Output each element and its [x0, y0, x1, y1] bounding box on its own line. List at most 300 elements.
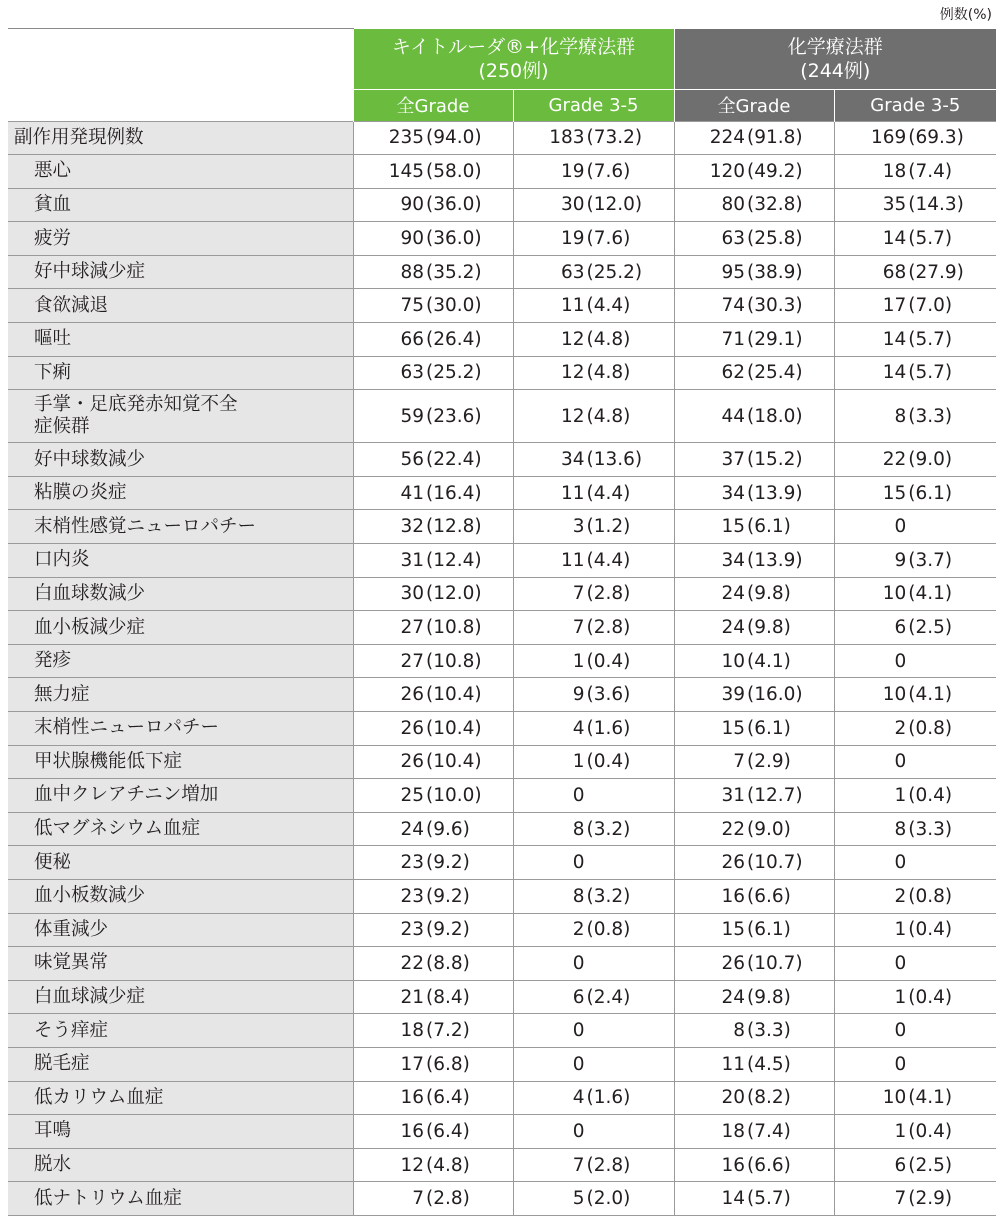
value-cell — [513, 1182, 674, 1216]
percent: (8.8) — [426, 952, 470, 974]
percent: (4.5) — [747, 1053, 791, 1075]
value-cell — [353, 1081, 513, 1115]
value-cell — [834, 289, 996, 323]
value-cell — [834, 1148, 996, 1182]
unit-note: 例数(%) — [939, 7, 992, 23]
row-label — [8, 879, 353, 913]
count: 16 — [400, 1120, 424, 1142]
count: 0 — [894, 852, 907, 874]
row-label-text: 脱毛症 — [34, 1053, 90, 1075]
row-label — [8, 356, 353, 390]
count: 12 — [560, 328, 585, 350]
count: 19 — [560, 160, 585, 182]
count: 14 — [882, 228, 907, 250]
value-cell — [353, 745, 513, 779]
row-label — [8, 846, 353, 880]
table-row — [8, 1047, 996, 1081]
count: 24 — [400, 818, 424, 840]
percent: (29.1) — [747, 328, 803, 350]
count: 7 — [733, 751, 746, 773]
percent: (0.4) — [908, 1120, 953, 1142]
count: 31 — [721, 784, 746, 806]
value-cell — [674, 1182, 834, 1216]
percent: (1.6) — [586, 717, 631, 739]
table-row — [8, 510, 996, 544]
value-cell — [513, 611, 674, 645]
percent: (32.8) — [747, 194, 803, 216]
row-label-text: 甲状腺機能低下症 — [34, 750, 183, 772]
percent: (25.2) — [586, 261, 643, 283]
count: 0 — [572, 1120, 585, 1142]
value-cell — [834, 913, 996, 947]
value-cell — [513, 712, 674, 746]
row-label-text: 末梢性感覚ニューロパチー — [34, 515, 257, 537]
row-label-text: 低マグネシウム血症 — [34, 818, 201, 840]
table-row — [8, 443, 996, 477]
percent: (10.7) — [747, 852, 803, 874]
count: 169 — [870, 127, 907, 149]
value-cell — [834, 476, 996, 510]
percent: (7.0) — [908, 295, 953, 317]
count: 62 — [721, 362, 746, 384]
value-cell — [353, 846, 513, 880]
count: 39 — [721, 684, 746, 706]
table-row — [8, 947, 996, 981]
count: 12 — [560, 405, 585, 427]
count: 37 — [721, 449, 746, 471]
count: 1 — [894, 784, 907, 806]
percent: (4.8) — [586, 362, 631, 384]
percent: (10.0) — [426, 784, 482, 806]
percent: (10.8) — [426, 617, 482, 639]
row-label — [8, 1081, 353, 1115]
row-label-text: 無力症 — [34, 683, 90, 705]
row-label — [8, 577, 353, 611]
group-n: (244例) — [800, 59, 871, 82]
header-blank-cell — [8, 29, 353, 122]
value-cell — [834, 879, 996, 913]
count: 9 — [572, 684, 585, 706]
percent: (4.4) — [586, 295, 631, 317]
value-cell — [834, 745, 996, 779]
value-cell — [513, 155, 674, 189]
count: 11 — [560, 549, 585, 571]
count: 74 — [721, 295, 746, 317]
count: 24 — [721, 617, 746, 639]
count: 0 — [572, 1020, 585, 1042]
count: 18 — [400, 1020, 424, 1042]
percent: (10.4) — [426, 684, 482, 706]
table-row — [8, 678, 996, 712]
count: 0 — [894, 751, 907, 773]
percent: (69.3) — [908, 127, 964, 149]
percent: (6.8) — [426, 1053, 470, 1075]
count: 7 — [572, 617, 585, 639]
count: 8 — [572, 818, 585, 840]
percent: (1.2) — [586, 516, 631, 538]
count: 18 — [882, 160, 907, 182]
percent: (9.2) — [426, 852, 470, 874]
row-label — [8, 390, 353, 443]
row-label — [8, 155, 353, 189]
percent: (0.8) — [586, 919, 631, 941]
percent: (27.9) — [908, 261, 964, 283]
count: 17 — [400, 1053, 424, 1075]
count: 14 — [882, 362, 907, 384]
count: 8 — [733, 1020, 746, 1042]
count: 21 — [400, 986, 424, 1008]
percent: (6.1) — [908, 482, 953, 504]
value-cell — [834, 1047, 996, 1081]
table-row — [8, 356, 996, 390]
percent: (14.3) — [908, 194, 964, 216]
percent: (94.0) — [426, 127, 482, 149]
group-name: 化学療法群 — [787, 35, 883, 58]
percent: (0.8) — [908, 885, 953, 907]
count: 44 — [721, 405, 746, 427]
row-label-text: 疲労 — [34, 227, 72, 249]
count: 23 — [400, 885, 424, 907]
value-cell — [353, 476, 513, 510]
value-cell — [513, 913, 674, 947]
count: 6 — [894, 617, 907, 639]
count: 23 — [400, 852, 424, 874]
row-label-text: 貧血 — [34, 193, 72, 215]
percent: (4.8) — [586, 328, 631, 350]
table-row — [8, 476, 996, 510]
value-cell — [674, 390, 834, 443]
percent: (9.2) — [426, 885, 470, 907]
percent: (26.4) — [426, 328, 482, 350]
table-row — [8, 980, 996, 1014]
value-cell — [674, 611, 834, 645]
row-label-text: 低ナトリウム血症 — [34, 1187, 182, 1209]
count: 12 — [560, 362, 585, 384]
count: 15 — [721, 516, 746, 538]
value-cell — [353, 779, 513, 813]
count: 9 — [894, 549, 907, 571]
table-row — [8, 155, 996, 189]
percent: (18.0) — [747, 405, 803, 427]
value-cell — [674, 443, 834, 477]
percent: (4.1) — [908, 1087, 953, 1109]
count: 26 — [400, 684, 424, 706]
count: 1 — [572, 650, 585, 672]
count: 90 — [400, 194, 424, 216]
count: 4 — [572, 1087, 585, 1109]
count: 12 — [400, 1154, 424, 1176]
value-cell — [513, 289, 674, 323]
value-cell — [513, 644, 674, 678]
percent: (6.4) — [426, 1120, 470, 1142]
count: 8 — [572, 885, 585, 907]
table-row — [8, 390, 996, 443]
value-cell — [834, 779, 996, 813]
value-cell — [513, 846, 674, 880]
percent — [906, 953, 986, 974]
value-cell — [834, 510, 996, 544]
row-label — [8, 121, 353, 155]
count: 25 — [400, 784, 424, 806]
count: 24 — [721, 583, 746, 605]
percent: (4.4) — [586, 482, 631, 504]
value-cell — [513, 1047, 674, 1081]
value-cell — [513, 812, 674, 846]
count: 23 — [400, 919, 424, 941]
row-label-text: 好中球数減少 — [34, 448, 146, 470]
percent: (10.8) — [426, 650, 482, 672]
percent: (25.8) — [747, 228, 803, 250]
row-label-text: 手掌・足底発赤知覚不全 — [34, 394, 238, 416]
count: 35 — [882, 194, 907, 216]
value-cell — [674, 155, 834, 189]
value-cell — [834, 1115, 996, 1149]
count: 0 — [572, 952, 585, 974]
row-label-text: 体重減少 — [34, 918, 109, 940]
value-cell — [674, 1014, 834, 1048]
percent: (0.4) — [908, 919, 953, 941]
percent: (0.4) — [908, 784, 953, 806]
value-cell — [513, 1081, 674, 1115]
percent: (35.2) — [426, 261, 482, 283]
value-cell — [513, 121, 674, 155]
row-label — [8, 913, 353, 947]
count: 120 — [709, 160, 746, 182]
count: 6 — [894, 1154, 907, 1176]
percent: (7.6) — [586, 228, 631, 250]
value-cell — [834, 1014, 996, 1048]
count: 19 — [560, 228, 585, 250]
value-cell — [674, 678, 834, 712]
row-label-text: 発疹 — [34, 650, 72, 672]
value-cell — [353, 577, 513, 611]
row-label-text: 脱水 — [34, 1154, 72, 1176]
table-row — [8, 577, 996, 611]
percent: (0.4) — [586, 751, 631, 773]
count: 14 — [882, 328, 907, 350]
value-cell — [513, 356, 674, 390]
table-row — [8, 1148, 996, 1182]
row-label-text: 白血球数減少 — [34, 582, 146, 604]
row-label-text-line2: 症候群 — [34, 416, 90, 438]
percent: (16.0) — [747, 684, 803, 706]
value-cell — [353, 644, 513, 678]
value-cell — [834, 121, 996, 155]
count: 10 — [721, 650, 746, 672]
table-row — [8, 1115, 996, 1149]
percent: (9.8) — [747, 617, 791, 639]
value-cell — [834, 577, 996, 611]
count: 68 — [882, 261, 907, 283]
percent — [585, 785, 665, 806]
percent: (30.0) — [426, 295, 482, 317]
count: 0 — [572, 852, 585, 874]
group-n: (250例) — [478, 59, 549, 82]
percent — [906, 1054, 986, 1075]
value-cell — [834, 222, 996, 256]
percent: (36.0) — [426, 228, 482, 250]
percent: (6.1) — [747, 516, 791, 538]
count: 1 — [572, 751, 585, 773]
percent: (2.0) — [586, 1188, 631, 1210]
value-cell — [353, 443, 513, 477]
row-label-text: 味覚異常 — [34, 952, 109, 974]
count: 6 — [572, 986, 585, 1008]
group-header-keytruda — [353, 29, 674, 90]
row-label — [8, 443, 353, 477]
percent: (7.4) — [747, 1120, 791, 1142]
row-label-text: 耳鳴 — [34, 1120, 72, 1142]
row-label — [8, 611, 353, 645]
percent: (30.3) — [747, 295, 803, 317]
table-row — [8, 712, 996, 746]
count: 4 — [572, 717, 585, 739]
percent: (0.4) — [908, 986, 953, 1008]
count: 10 — [882, 583, 907, 605]
count: 63 — [721, 228, 746, 250]
percent — [585, 953, 665, 974]
value-cell — [513, 1014, 674, 1048]
percent: (4.1) — [908, 583, 953, 605]
count: 7 — [572, 583, 585, 605]
value-cell — [674, 812, 834, 846]
value-cell — [353, 812, 513, 846]
percent — [585, 1020, 665, 1041]
row-label — [8, 745, 353, 779]
value-cell — [674, 289, 834, 323]
value-cell — [674, 879, 834, 913]
subheader-all-grade: 全Grade — [674, 89, 834, 121]
percent: (7.2) — [426, 1020, 470, 1042]
value-cell — [674, 712, 834, 746]
count: 235 — [388, 127, 424, 149]
percent: (3.3) — [908, 405, 953, 427]
count: 14 — [721, 1188, 746, 1210]
value-cell — [513, 779, 674, 813]
percent: (73.2) — [586, 127, 643, 149]
count: 8 — [894, 818, 907, 840]
row-label — [8, 779, 353, 813]
percent: (12.4) — [426, 549, 482, 571]
value-cell — [353, 390, 513, 443]
count: 7 — [894, 1188, 907, 1210]
table-row — [8, 323, 996, 357]
percent: (12.0) — [426, 583, 482, 605]
row-label — [8, 222, 353, 256]
count: 7 — [572, 1154, 585, 1176]
count: 90 — [400, 228, 424, 250]
count: 88 — [400, 261, 424, 283]
row-label-text: 低カリウム血症 — [34, 1086, 164, 1108]
table-row — [8, 611, 996, 645]
row-label — [8, 1047, 353, 1081]
row-label-text: 食欲減退 — [34, 294, 109, 316]
value-cell — [834, 678, 996, 712]
value-cell — [353, 356, 513, 390]
count: 16 — [400, 1087, 424, 1109]
percent: (5.7) — [908, 362, 953, 384]
value-cell — [353, 913, 513, 947]
value-cell — [513, 980, 674, 1014]
value-cell — [353, 323, 513, 357]
percent — [585, 1121, 665, 1142]
count: 183 — [549, 127, 585, 149]
value-cell — [513, 390, 674, 443]
percent: (23.6) — [426, 405, 482, 427]
table-row — [8, 1182, 996, 1216]
count: 1 — [894, 986, 907, 1008]
value-cell — [674, 644, 834, 678]
row-label — [8, 1115, 353, 1149]
value-cell — [674, 846, 834, 880]
table-row — [8, 644, 996, 678]
count: 145 — [388, 160, 424, 182]
count: 3 — [572, 516, 585, 538]
count: 34 — [721, 482, 746, 504]
value-cell — [834, 255, 996, 289]
value-cell — [353, 222, 513, 256]
percent: (2.9) — [908, 1188, 953, 1210]
row-label-text: 血小板減少症 — [34, 616, 146, 638]
value-cell — [353, 712, 513, 746]
value-cell — [513, 255, 674, 289]
value-cell — [674, 222, 834, 256]
percent: (7.6) — [586, 160, 631, 182]
percent: (6.1) — [747, 919, 791, 941]
value-cell — [834, 390, 996, 443]
count: 80 — [721, 194, 746, 216]
table-row — [8, 745, 996, 779]
count: 24 — [721, 986, 746, 1008]
percent: (13.9) — [747, 482, 803, 504]
row-label — [8, 544, 353, 578]
value-cell — [834, 1182, 996, 1216]
table-row — [8, 1014, 996, 1048]
count: 7 — [412, 1188, 424, 1210]
percent: (3.6) — [586, 684, 631, 706]
value-cell — [674, 1115, 834, 1149]
percent: (5.7) — [908, 328, 953, 350]
count: 22 — [400, 952, 424, 974]
value-cell — [513, 745, 674, 779]
value-cell — [513, 577, 674, 611]
row-label — [8, 323, 353, 357]
percent: (10.7) — [747, 952, 803, 974]
count: 56 — [400, 449, 424, 471]
percent: (49.2) — [747, 160, 803, 182]
value-cell — [674, 577, 834, 611]
value-cell — [513, 879, 674, 913]
table-row — [8, 255, 996, 289]
value-cell — [674, 1081, 834, 1115]
percent: (3.3) — [747, 1020, 791, 1042]
value-cell — [674, 1148, 834, 1182]
count: 15 — [721, 717, 746, 739]
percent: (12.8) — [426, 516, 482, 538]
count: 63 — [560, 261, 585, 283]
table-row — [8, 779, 996, 813]
value-cell — [513, 222, 674, 256]
table-row — [8, 1081, 996, 1115]
count: 30 — [400, 583, 424, 605]
count: 34 — [721, 549, 746, 571]
count: 63 — [400, 362, 424, 384]
percent: (10.4) — [426, 751, 482, 773]
count: 26 — [721, 852, 746, 874]
count: 30 — [560, 194, 585, 216]
percent: (9.2) — [426, 919, 470, 941]
count: 0 — [894, 1053, 907, 1075]
